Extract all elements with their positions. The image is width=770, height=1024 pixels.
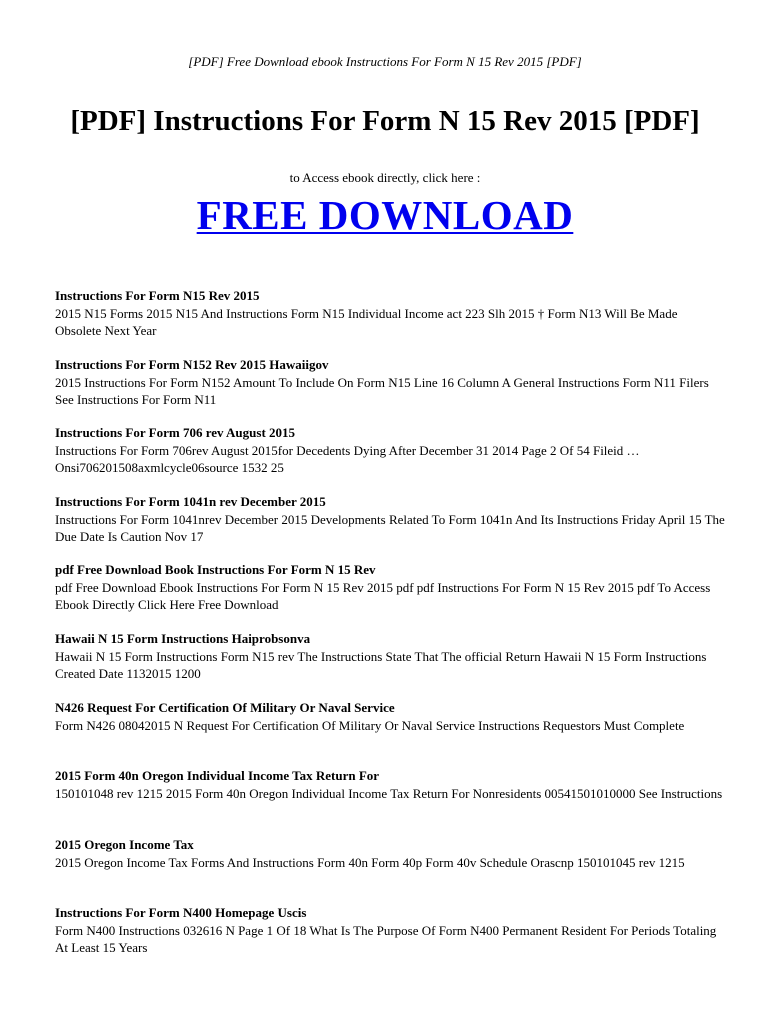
entry-title: pdf Free Download Book Instructions For Form N 15 Rev (55, 562, 376, 578)
entry-title: Instructions For Form N400 Homepage Uscis (55, 905, 307, 921)
entry-title: Instructions For Form 706 rev August 2015 (55, 425, 296, 441)
entry-title: Hawaii N 15 Form Instructions Haiprobsonva (55, 630, 311, 646)
list-item (55, 905, 725, 974)
entry-description: 2015 Instructions For Form N152 Amount To Include On Form N15 Line 16 Column A General Instructions Form N11 Filers See Instructions For Form N11 (55, 374, 709, 407)
entry-description: Instructions For Form 1041nrev December 2015 Developments Related To Form 1041n And Its Instructions Friday April 15 The Due Date Is Caution Nov 17 (55, 511, 725, 544)
entry-description: 2015 Oregon Income Tax Forms And Instructions Form 40n Form 40p Form 40v Schedule Orascnp 150101045 rev 1215 (55, 854, 685, 870)
entry-description: pdf Free Download Ebook Instructions For Form N 15 Rev 2015 pdf pdf Instructions For Form N 15 Rev 2015 pdf To Access Ebook Directly Click Here Free Download (55, 580, 711, 613)
list-item (55, 837, 725, 906)
entry-list (55, 288, 725, 974)
entry-description: 150101048 rev 1215 2015 Form 40n Oregon Individual Income Tax Return For Nonresidents 00541501010000 See Instructions (55, 786, 723, 802)
entry-title: Instructions For Form 1041n rev December 2015 (55, 493, 326, 509)
entry-description: 2015 N15 Forms 2015 N15 And Instructions Form N15 Individual Income act 223 Slh 2015 † Form N13 Will Be Made Obsolete Next Year (55, 306, 678, 338)
entry-description: Form N426 08042015 N Request For Certification Of Military Or Naval Service Instructions Requestors Must Complete (55, 717, 685, 733)
list-item (55, 288, 725, 357)
list-item (55, 562, 725, 631)
list-item (55, 768, 725, 837)
entry-title: Instructions For Form N15 Rev 2015 (55, 288, 260, 303)
header-caption: [PDF] Free Download ebook Instructions For Form N 15 Rev 2015 [PDF] (188, 54, 582, 69)
list-item (55, 700, 725, 769)
entry-description: Hawaii N 15 Form Instructions Form N15 rev The Instructions State That The official Return Hawaii N 15 Form Instructions Created Date 1132015 1200 (55, 648, 707, 681)
entry-title: Instructions For Form N152 Rev 2015 Hawaiigov (55, 356, 329, 372)
access-instruction: to Access ebook directly, click here : (289, 170, 481, 185)
entry-title: 2015 Oregon Income Tax (55, 836, 194, 852)
entry-description: Form N400 Instructions 032616 N Page 1 Of 18 What Is The Purpose Of Form N400 Permanent Resident For Periods Totaling At Least 15 Years (55, 923, 717, 956)
list-item (55, 425, 725, 494)
list-item (55, 494, 725, 563)
page-title: [PDF] Instructions For Form N 15 Rev 2015 [PDF] (70, 105, 700, 137)
list-item (55, 357, 725, 426)
entry-title: 2015 Form 40n Oregon Individual Income Tax Return For (55, 768, 380, 784)
entry-description: Instructions For Form 706rev August 2015for Decedents Dying After December 31 2014 Page 2 Of 54 Fileid … Onsi706201508axmlcycle06source 1532 25 (55, 443, 640, 476)
free-download-link[interactable]: FREE DOWNLOAD (196, 192, 574, 238)
list-item (55, 631, 725, 700)
entry-title: N426 Request For Certification Of Military Or Naval Service (55, 699, 395, 715)
